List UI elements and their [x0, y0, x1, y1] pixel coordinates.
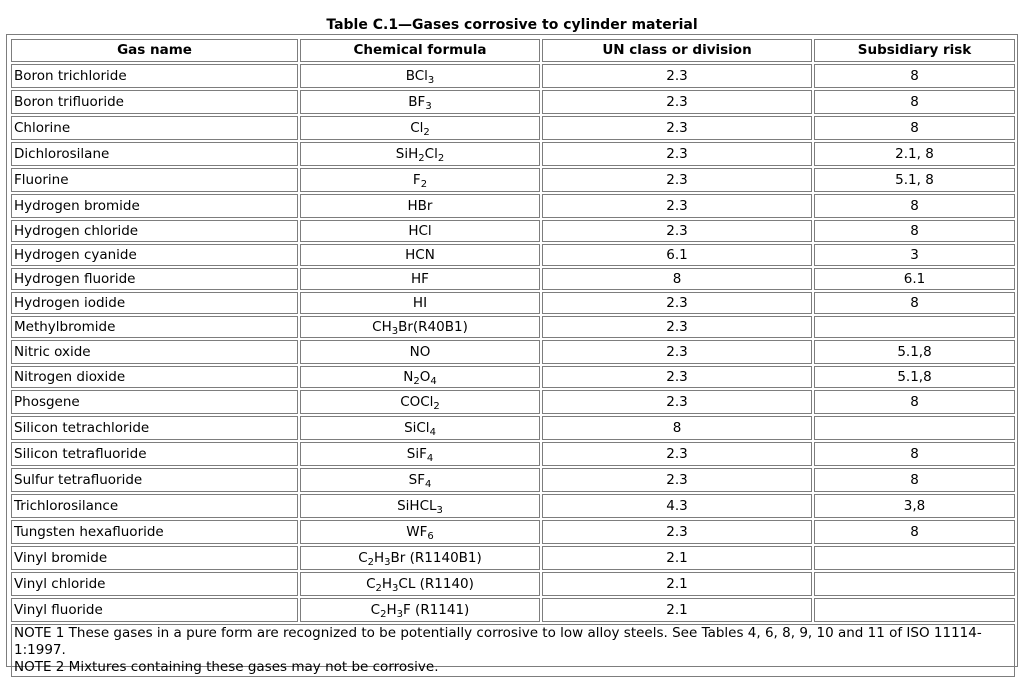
- un-class-cell: 2.3: [542, 442, 812, 466]
- header-chemical-formula: Chemical formula: [300, 39, 540, 62]
- subsidiary-risk-cell: 8: [814, 64, 1015, 88]
- un-class-cell: 2.3: [542, 194, 812, 218]
- chemical-formula-cell: [300, 142, 540, 166]
- chemical-formula-cell: [300, 64, 540, 88]
- un-class-cell: 2.3: [542, 468, 812, 492]
- table-row: [11, 340, 1015, 364]
- chemical-formula-cell: [300, 366, 540, 388]
- formula-subscript: 4: [424, 478, 432, 490]
- gas-name-cell: Methylbromide: [11, 316, 298, 338]
- un-class-cell: 2.3: [542, 168, 812, 192]
- un-class-cell: 2.1: [542, 572, 812, 596]
- formula-subscript: 3: [391, 325, 399, 337]
- un-class-cell: 8: [542, 416, 812, 440]
- table-row: [11, 442, 1015, 466]
- gas-name-cell: Trichlorosilance: [11, 494, 298, 518]
- chemical-formula-cell: [300, 546, 540, 570]
- formula-text: Br(R40B1): [398, 318, 468, 335]
- corrosive-gases-table: [9, 37, 1017, 679]
- formula-text: COCl: [400, 393, 434, 410]
- table-row: [11, 366, 1015, 388]
- gas-name-cell: Hydrogen fluoride: [11, 268, 298, 290]
- header-gas-name: Gas name: [11, 39, 298, 62]
- chemical-formula-cell: [300, 316, 540, 338]
- formula-text: F: [412, 171, 421, 188]
- gas-name-cell: Vinyl bromide: [11, 546, 298, 570]
- formula-subscript: 4: [429, 426, 436, 438]
- chemical-formula-cell: [300, 220, 540, 242]
- formula-subscript: 2: [413, 375, 420, 387]
- gas-name-cell: Silicon tetrafluoride: [11, 442, 298, 466]
- subsidiary-risk-cell: 8: [814, 468, 1015, 492]
- subsidiary-risk-cell: [814, 416, 1015, 440]
- subsidiary-risk-cell: 2.1, 8: [814, 142, 1015, 166]
- table-row: [11, 268, 1015, 290]
- chemical-formula-cell: [300, 442, 540, 466]
- gas-name-cell: Nitrogen dioxide: [11, 366, 298, 388]
- un-class-cell: 2.3: [542, 220, 812, 242]
- formula-text: CH: [372, 318, 392, 335]
- formula-subscript: 6: [427, 530, 434, 542]
- formula-subscript: 2: [367, 556, 375, 568]
- un-class-cell: 2.3: [542, 116, 812, 140]
- gas-name-cell: Boron trifluoride: [11, 90, 298, 114]
- un-class-cell: 2.1: [542, 546, 812, 570]
- table-row: [11, 168, 1015, 192]
- chemical-formula-cell: [300, 340, 540, 364]
- formula-subscript: 2: [380, 608, 387, 620]
- chemical-formula-cell: [300, 116, 540, 140]
- subsidiary-risk-cell: [814, 572, 1015, 596]
- table-row: [11, 116, 1015, 140]
- formula-text: Cl: [410, 119, 424, 136]
- subsidiary-risk-cell: 8: [814, 520, 1015, 544]
- table-body: [11, 64, 1015, 622]
- un-class-cell: 4.3: [542, 494, 812, 518]
- chemical-formula-cell: [300, 390, 540, 414]
- formula-text: Br (R1140B1): [390, 549, 482, 566]
- gas-name-cell: Boron trichloride: [11, 64, 298, 88]
- gas-name-cell: Nitric oxide: [11, 340, 298, 364]
- formula-subscript: 3: [427, 74, 435, 86]
- table-row: [11, 64, 1015, 88]
- chemical-formula-cell: [300, 468, 540, 492]
- subsidiary-risk-cell: 5.1, 8: [814, 168, 1015, 192]
- formula-subscript: 2: [433, 400, 440, 412]
- chemical-formula-cell: [300, 572, 540, 596]
- formula-text: SF: [408, 471, 425, 488]
- formula-subscript: 2: [375, 582, 382, 594]
- gas-name-cell: Hydrogen iodide: [11, 292, 298, 314]
- gas-name-cell: Chlorine: [11, 116, 298, 140]
- formula-text: H: [374, 549, 385, 566]
- subsidiary-risk-cell: [814, 316, 1015, 338]
- formula-text: C: [366, 575, 376, 592]
- gas-name-cell: Vinyl chloride: [11, 572, 298, 596]
- table-row: [11, 316, 1015, 338]
- table-row: [11, 390, 1015, 414]
- subsidiary-risk-cell: 8: [814, 194, 1015, 218]
- gas-name-cell: Hydrogen chloride: [11, 220, 298, 242]
- formula-text: BF: [408, 93, 426, 110]
- un-class-cell: 2.1: [542, 598, 812, 622]
- gas-name-cell: Sulfur tetrafluoride: [11, 468, 298, 492]
- chemical-formula-cell: [300, 168, 540, 192]
- note-1: NOTE 1 These gases in a pure form are recognized to be potentially corrosive to low alloy steels. See Tables 4, 6, 8, 9, 10 and 11 of ISO 11114-1:1997.: [14, 625, 982, 658]
- subsidiary-risk-cell: [814, 598, 1015, 622]
- subsidiary-risk-cell: 8: [814, 116, 1015, 140]
- subsidiary-risk-cell: 6.1: [814, 268, 1015, 290]
- gas-name-cell: Fluorine: [11, 168, 298, 192]
- table-row: [11, 416, 1015, 440]
- chemical-formula-cell: [300, 268, 540, 290]
- formula-text: SiHCL: [397, 497, 437, 514]
- formula-subscript: 4: [430, 375, 437, 387]
- formula-subscript: 3: [425, 100, 432, 112]
- un-class-cell: 2.3: [542, 292, 812, 314]
- formula-text: HBr: [407, 197, 433, 214]
- gas-name-cell: Silicon tetrachloride: [11, 416, 298, 440]
- subsidiary-risk-cell: 3,8: [814, 494, 1015, 518]
- formula-text: H: [386, 601, 397, 618]
- table-row: [11, 494, 1015, 518]
- formula-text: WF: [406, 523, 428, 540]
- table-row: [11, 244, 1015, 266]
- table-row: [11, 598, 1015, 622]
- formula-text: NO: [409, 343, 431, 360]
- formula-subscript: 2: [418, 152, 425, 164]
- subsidiary-risk-cell: 3: [814, 244, 1015, 266]
- table-row: [11, 572, 1015, 596]
- chemical-formula-cell: [300, 598, 540, 622]
- formula-text: F (R1141): [403, 601, 470, 618]
- chemical-formula-cell: [300, 90, 540, 114]
- formula-subscript: 3: [396, 608, 403, 620]
- chemical-formula-cell: [300, 520, 540, 544]
- formula-subscript: 2: [423, 126, 430, 138]
- un-class-cell: 6.1: [542, 244, 812, 266]
- notes-cell: [11, 624, 1015, 677]
- formula-subscript: 4: [426, 452, 434, 464]
- subsidiary-risk-cell: 8: [814, 90, 1015, 114]
- un-class-cell: 2.3: [542, 366, 812, 388]
- table-row: [11, 468, 1015, 492]
- table-row: [11, 220, 1015, 242]
- chemical-formula-cell: [300, 194, 540, 218]
- gas-name-cell: Vinyl fluoride: [11, 598, 298, 622]
- subsidiary-risk-cell: 5.1,8: [814, 366, 1015, 388]
- formula-subscript: 3: [384, 556, 391, 568]
- un-class-cell: 2.3: [542, 340, 812, 364]
- formula-text: N: [403, 368, 414, 385]
- table-row: [11, 520, 1015, 544]
- un-class-cell: 2.3: [542, 316, 812, 338]
- note-2: NOTE 2 Mixtures containing these gases may not be corrosive.: [14, 659, 439, 675]
- un-class-cell: 8: [542, 268, 812, 290]
- un-class-cell: 2.3: [542, 390, 812, 414]
- chemical-formula-cell: [300, 244, 540, 266]
- subsidiary-risk-cell: 8: [814, 220, 1015, 242]
- formula-text: H: [381, 575, 393, 592]
- subsidiary-risk-cell: 8: [814, 390, 1015, 414]
- un-class-cell: 2.3: [542, 64, 812, 88]
- header-subsidiary-risk: Subsidiary risk: [814, 39, 1015, 62]
- formula-subscript: 3: [436, 504, 443, 516]
- formula-subscript: 3: [392, 582, 399, 594]
- formula-text: SiH: [395, 145, 419, 162]
- formula-subscript: 2: [437, 152, 445, 164]
- gas-name-cell: Dichlorosilane: [11, 142, 298, 166]
- formula-text: HF: [411, 270, 429, 287]
- formula-text: HI: [412, 294, 428, 311]
- formula-text: HCl: [408, 222, 432, 239]
- subsidiary-risk-cell: [814, 546, 1015, 570]
- table-row: [11, 292, 1015, 314]
- subsidiary-risk-cell: 5.1,8: [814, 340, 1015, 364]
- formula-text: HCN: [405, 246, 435, 263]
- table-container: [6, 34, 1018, 675]
- notes-row: [11, 624, 1015, 677]
- table-row: [11, 546, 1015, 570]
- table-row: [11, 194, 1015, 218]
- formula-text: BCl: [405, 67, 428, 84]
- header-un-class: UN class or division: [542, 39, 812, 62]
- chemical-formula-cell: [300, 292, 540, 314]
- subsidiary-risk-cell: 8: [814, 442, 1015, 466]
- gas-name-cell: Phosgene: [11, 390, 298, 414]
- un-class-cell: 2.3: [542, 520, 812, 544]
- header-row: [11, 39, 1015, 62]
- un-class-cell: 2.3: [542, 142, 812, 166]
- formula-subscript: 2: [420, 178, 428, 190]
- formula-text: C: [370, 601, 381, 618]
- subsidiary-risk-cell: 8: [814, 292, 1015, 314]
- formula-text: CL (R1140): [398, 575, 474, 592]
- formula-text: SiCl: [404, 419, 430, 436]
- formula-text: O: [419, 368, 431, 385]
- table-row: [11, 142, 1015, 166]
- formula-text: Cl: [424, 145, 438, 162]
- chemical-formula-cell: [300, 494, 540, 518]
- un-class-cell: 2.3: [542, 90, 812, 114]
- formula-text: SiF: [406, 445, 427, 462]
- formula-text: C: [358, 549, 368, 566]
- table-row: [11, 90, 1015, 114]
- table-caption: Table C.1—Gases corrosive to cylinder material: [326, 17, 698, 33]
- chemical-formula-cell: [300, 416, 540, 440]
- gas-name-cell: Hydrogen cyanide: [11, 244, 298, 266]
- gas-name-cell: Hydrogen bromide: [11, 194, 298, 218]
- gas-name-cell: Tungsten hexafluoride: [11, 520, 298, 544]
